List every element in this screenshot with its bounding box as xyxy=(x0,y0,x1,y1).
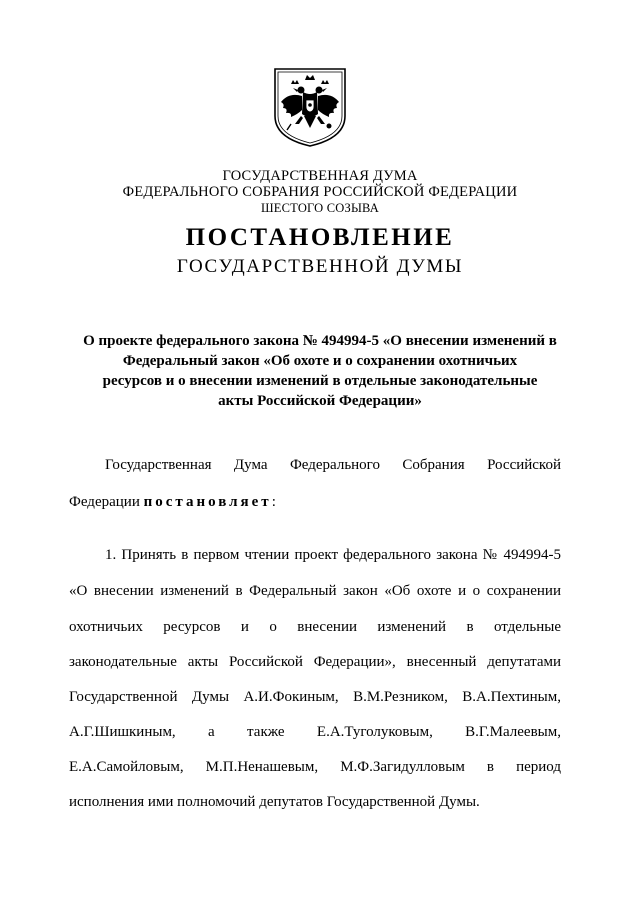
document-subject xyxy=(70,331,570,411)
paragraph-line: «О внесении изменений в Федеральный закон «Об охоте и о сохранении xyxy=(69,583,561,599)
paragraph-line: охотничьих ресурсов и о внесении изменений в отдельные xyxy=(69,619,561,635)
preamble-colon: : xyxy=(271,494,276,510)
paragraph-line: законодательные акты Российской Федерации», внесенный депутатами xyxy=(69,654,561,670)
preamble-line-1: Государственная Дума Федерального Собрания Российской xyxy=(105,457,561,473)
document-subtitle: ГОСУДАРСТВЕННОЙ ДУМЫ xyxy=(176,256,464,277)
paragraph-line: Государственной Думы А.И.Фокиным, В.М.Резником, В.А.Пехтиным, xyxy=(69,689,561,705)
paragraph-line: А.Г.Шишкиным, а также Е.А.Туголуковым, В.Г.Малеевым, xyxy=(69,724,561,740)
subject-line: акты Российской Федерации» xyxy=(218,393,422,409)
state-emblem-icon xyxy=(271,66,349,148)
preamble-country: Федерации xyxy=(69,494,140,510)
subject-line: О проекте федерального закона № 494994-5 «О внесении изменений в xyxy=(83,333,557,349)
paragraph-line: исполнения ими полномочий депутатов Государственной Думы. xyxy=(69,794,480,810)
preamble-verb: постановляет xyxy=(143,494,272,510)
header-line-1: ГОСУДАРСТВЕННАЯ ДУМА xyxy=(222,168,418,184)
preamble-line-2 xyxy=(69,492,561,512)
paragraph-line: 1. Принять в первом чтении проект федерального закона № 494994-5 xyxy=(105,547,561,563)
header-line-2: ФЕДЕРАЛЬНОГО СОБРАНИЯ РОССИЙСКОЙ ФЕДЕРАЦИИ xyxy=(122,184,518,200)
paragraph-line: Е.А.Самойловым, М.П.Ненашевым, М.Ф.Загидулловым в период xyxy=(69,759,561,775)
header-line-3: ШЕСТОГО СОЗЫВА xyxy=(260,201,380,215)
subject-line: Федеральный закон «Об охоте и о сохранении охотничьих xyxy=(122,353,518,369)
subject-line: ресурсов и о внесении изменений в отдельные законодательные xyxy=(102,373,538,389)
document-title: ПОСТАНОВЛЕНИЕ xyxy=(185,224,455,251)
